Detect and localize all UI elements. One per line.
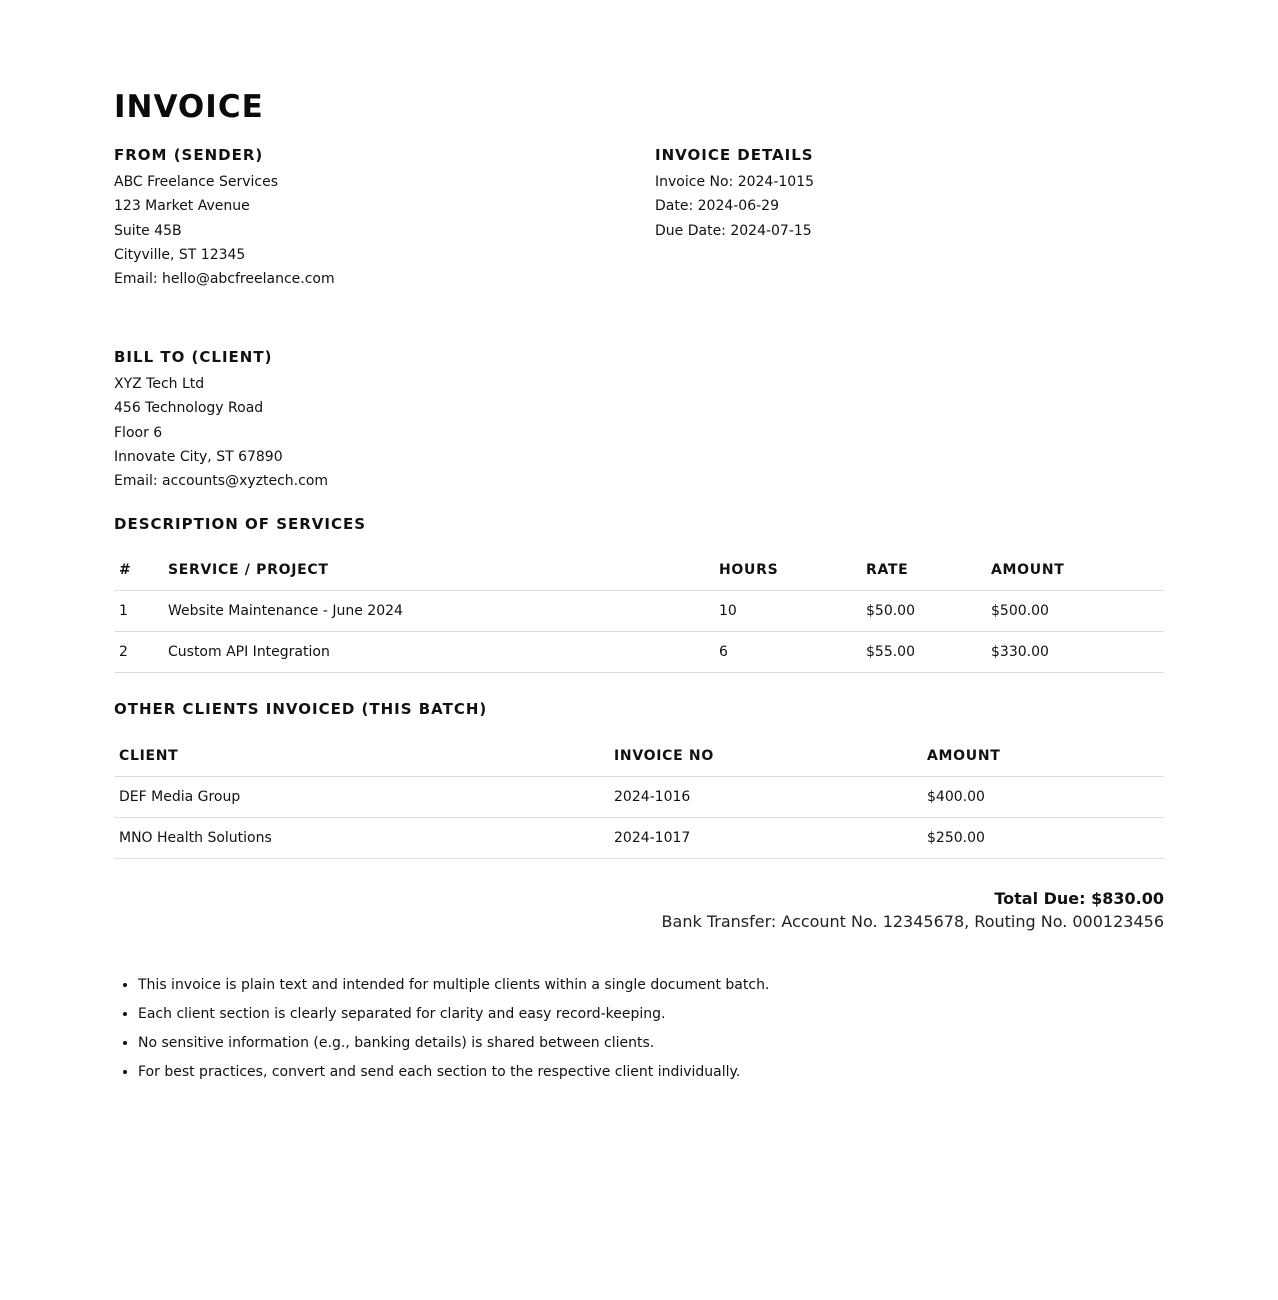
col-service: SERVICE / PROJECT bbox=[163, 550, 714, 591]
invoice-title: INVOICE bbox=[114, 89, 264, 125]
row-number: 1 bbox=[114, 591, 163, 632]
row-client-amount: $400.00 bbox=[922, 777, 1164, 818]
list-item: • For best practices, convert and send each section to the respective client individually. bbox=[138, 1058, 1164, 1087]
services-header-row bbox=[114, 550, 1164, 591]
table-row bbox=[114, 591, 1164, 632]
sender-email: Email: hello@abcfreelance.com bbox=[114, 271, 335, 288]
row-amount: $330.00 bbox=[986, 632, 1164, 673]
invoice-number: Invoice No: 2024-1015 bbox=[655, 174, 815, 190]
client-floor: Floor 6 bbox=[114, 424, 163, 441]
other-clients-header-row bbox=[114, 736, 1164, 777]
sender-block bbox=[114, 145, 335, 291]
total-due: Total Due: $830.00 bbox=[994, 889, 1164, 909]
col-client: CLIENT bbox=[114, 736, 609, 777]
notes-list bbox=[114, 971, 1164, 1087]
client-city: Innovate City, ST 67890 bbox=[114, 448, 283, 465]
table-row bbox=[114, 818, 1164, 859]
invoice-details-block bbox=[655, 145, 814, 243]
table-row bbox=[114, 777, 1164, 818]
client-street: 456 Technology Road bbox=[114, 400, 264, 417]
sender-heading: FROM (SENDER) bbox=[114, 146, 264, 164]
col-invoice-no: INVOICE NO bbox=[609, 736, 922, 777]
row-invoice-no: 2024-1017 bbox=[609, 818, 922, 859]
row-client: MNO Health Solutions bbox=[114, 818, 609, 859]
bill-to-block bbox=[114, 347, 1164, 493]
other-clients-heading: OTHER CLIENTS INVOICED (THIS BATCH) bbox=[114, 700, 488, 719]
invoice-date: Date: 2024-06-29 bbox=[655, 198, 779, 215]
invoice-due-date: Due Date: 2024-07-15 bbox=[655, 222, 812, 239]
list-item: • This invoice is plain text and intended for multiple clients within a single document batch. bbox=[138, 971, 1164, 1000]
client-email: Email: accounts@xyztech.com bbox=[114, 473, 329, 490]
sender-street: 123 Market Avenue bbox=[114, 198, 250, 215]
row-invoice-no: 2024-1016 bbox=[609, 777, 922, 818]
col-hours: HOURS bbox=[714, 550, 861, 591]
invoice-page bbox=[114, 86, 1164, 1087]
row-client: DEF Media Group bbox=[114, 777, 609, 818]
sender-suite: Suite 45B bbox=[114, 222, 182, 239]
totals-block bbox=[114, 887, 1164, 933]
col-number: # bbox=[114, 550, 163, 591]
row-hours: 6 bbox=[714, 632, 861, 673]
row-client-amount: $250.00 bbox=[922, 818, 1164, 859]
row-amount: $500.00 bbox=[986, 591, 1164, 632]
client-name: XYZ Tech Ltd bbox=[114, 376, 205, 392]
row-rate: $55.00 bbox=[861, 632, 986, 673]
header-columns bbox=[114, 145, 1164, 335]
bill-to-heading: BILL TO (CLIENT) bbox=[114, 348, 273, 366]
row-service: Website Maintenance - June 2024 bbox=[163, 591, 714, 632]
services-heading: DESCRIPTION OF SERVICES bbox=[114, 515, 367, 534]
col-amount: AMOUNT bbox=[986, 550, 1164, 591]
details-heading: INVOICE DETAILS bbox=[655, 146, 814, 164]
list-item: • Each client section is clearly separated for clarity and easy record-keeping. bbox=[138, 1000, 1164, 1029]
other-clients-table bbox=[114, 736, 1164, 859]
row-rate: $50.00 bbox=[861, 591, 986, 632]
bank-details: Bank Transfer: Account No. 12345678, Routing No. 000123456 bbox=[661, 912, 1164, 932]
col-client-amount: AMOUNT bbox=[922, 736, 1164, 777]
row-service: Custom API Integration bbox=[163, 632, 714, 673]
table-row bbox=[114, 632, 1164, 673]
sender-city: Cityville, ST 12345 bbox=[114, 246, 246, 263]
list-item: • No sensitive information (e.g., banking details) is shared between clients. bbox=[138, 1029, 1164, 1058]
services-table bbox=[114, 550, 1164, 673]
row-number: 2 bbox=[114, 632, 163, 673]
row-hours: 10 bbox=[714, 591, 861, 632]
sender-name: ABC Freelance Services bbox=[114, 174, 279, 190]
col-rate: RATE bbox=[861, 550, 986, 591]
